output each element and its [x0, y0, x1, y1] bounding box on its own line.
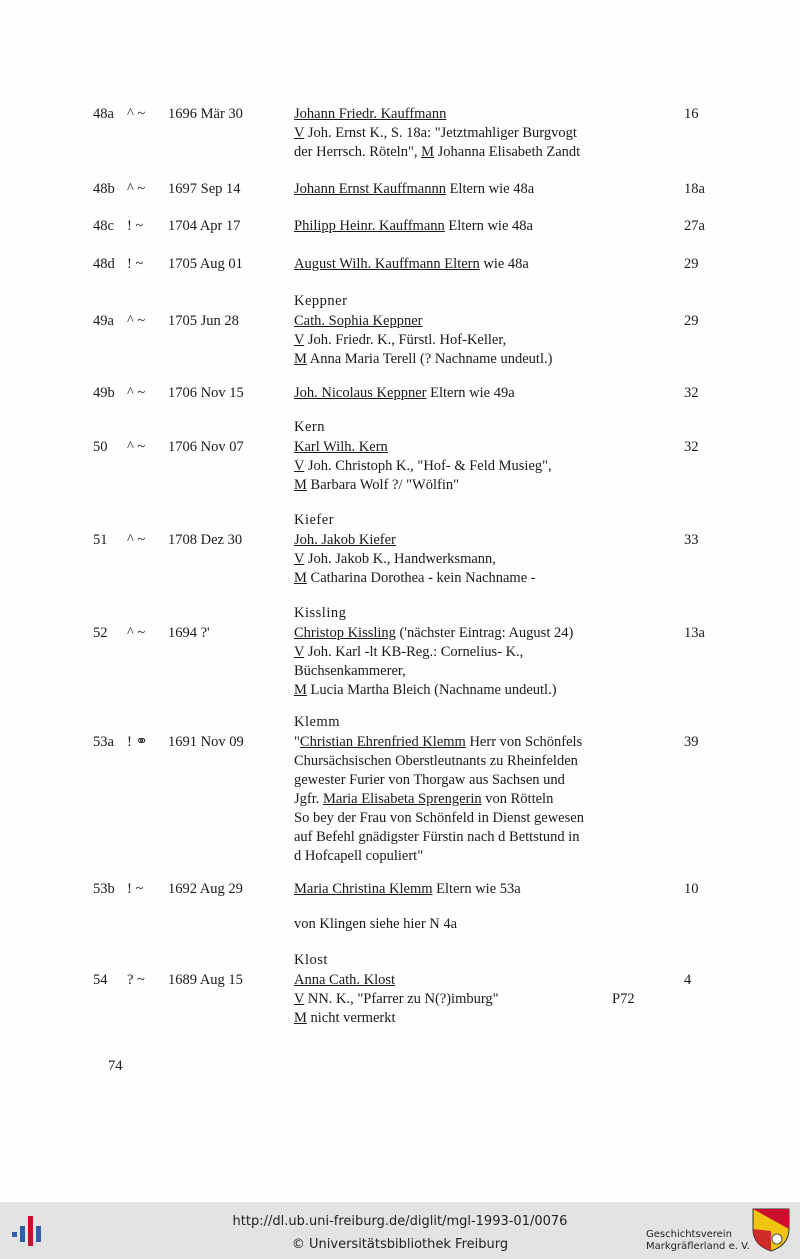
entry-line — [294, 105, 654, 124]
entry-number: 51 — [93, 532, 108, 548]
entry-line — [294, 733, 654, 752]
society-line-1: Geschichtsverein — [646, 1229, 732, 1240]
entry-line — [294, 752, 654, 771]
entry-line — [294, 569, 654, 588]
text-segment: Eltern wie 53a — [432, 881, 521, 897]
entry-symbol: ^ ~ — [127, 532, 146, 548]
entry-date: 1696 Mär 30 — [168, 106, 243, 122]
text-segment: Eltern wie 48a — [445, 181, 535, 197]
text-segment: d Hofcapell copuliert" — [294, 848, 424, 864]
surname-heading: Kiefer — [294, 512, 335, 528]
entry-date: 1705 Aug 01 — [168, 256, 243, 272]
register-page: 27a — [684, 218, 705, 234]
underlined-text: M — [294, 351, 307, 367]
text-segment: Joh. Jakob K., Handwerksmann, — [304, 551, 496, 567]
entry-date: 1697 Sep 14 — [168, 181, 241, 197]
underlined-text: M — [421, 144, 435, 160]
register-page: 29 — [684, 256, 699, 272]
underlined-text: M — [294, 682, 307, 698]
entry-text — [294, 217, 654, 236]
entry-date: 1704 Apr 17 — [168, 218, 241, 234]
entry-line — [294, 847, 654, 866]
underlined-text: Philipp Heinr. Kauffmann — [294, 218, 445, 234]
entry-symbol: ^ ~ — [127, 106, 146, 122]
text-segment: auf Befehl gnädigster Fürstin nach d Bettstund in — [294, 829, 580, 845]
entry-number: 48d — [93, 256, 115, 272]
entry-symbol: ^ ~ — [127, 313, 146, 329]
entry-symbol: ^ ~ — [127, 439, 146, 455]
underlined-text: Joh. Jakob Kiefer — [294, 532, 396, 548]
register-page: 4 — [684, 972, 692, 988]
entry-line — [294, 880, 654, 899]
entry-line — [294, 384, 654, 403]
text-segment: Lucia Martha Bleich (Nachname undeutl.) — [306, 682, 557, 698]
surname-heading: Klemm — [294, 714, 340, 730]
entry-line — [294, 771, 654, 790]
text-segment: Barbara Wolf ?/ "Wölfin" — [306, 477, 460, 493]
text-segment: Jgfr. — [294, 791, 323, 807]
underlined-text: V — [294, 332, 305, 348]
underlined-text: V — [294, 125, 305, 141]
register-page: 29 — [684, 313, 699, 329]
register-page: 18a — [684, 181, 705, 197]
entry-symbol: ! ~ — [127, 218, 144, 234]
entry-symbol: ? ~ — [127, 972, 145, 988]
entry-line — [294, 143, 654, 162]
register-page: 39 — [684, 734, 699, 750]
text-segment: So bey der Frau von Schönfeld in Dienst gewesen — [294, 810, 584, 826]
entry-number: 53b — [93, 881, 115, 897]
entry-line — [294, 990, 654, 1009]
entry-number: 54 — [93, 972, 108, 988]
entry-date: 1706 Nov 07 — [168, 439, 244, 455]
entry-symbol: ! ~ — [127, 256, 144, 272]
underlined-text: V — [294, 644, 305, 660]
entry-text — [294, 438, 654, 495]
entry-line — [294, 1009, 654, 1028]
entry-line — [294, 476, 654, 495]
underlined-text: Maria Christina Klemm — [294, 881, 433, 897]
register-page: 33 — [684, 532, 699, 548]
entry-line — [294, 124, 654, 143]
surname-heading: Klost — [294, 952, 328, 968]
surname-heading: Keppner — [294, 293, 348, 309]
text-segment: Herr von Schönfels — [465, 734, 583, 750]
text-segment: nicht vermerkt — [306, 1010, 396, 1026]
entry-text — [294, 312, 654, 369]
entry-line — [294, 255, 654, 274]
copyright-text: © Universitätsbibliothek Freiburg — [291, 1237, 509, 1252]
entry-line — [294, 662, 654, 681]
text-segment: Joh. Karl -lt KB-Reg.: Cornelius- K., — [304, 644, 524, 660]
text-segment: von Rötteln — [481, 791, 554, 807]
underlined-text: Christian Ehrenfried Klemm — [299, 734, 466, 750]
entry-date: 1708 Dez 30 — [168, 532, 243, 548]
register-page: 10 — [684, 881, 699, 897]
entry-symbol: ! ~ — [127, 881, 144, 897]
underlined-text: Johann Ernst Kauffmannn — [294, 181, 446, 197]
entry-number: 49b — [93, 385, 115, 401]
entry-line — [294, 971, 654, 990]
text-segment: Eltern wie 48a — [444, 218, 533, 234]
text-segment: gewester Furier von Thorgaw aus Sachsen und — [294, 772, 565, 788]
underlined-text: Joh. Nicolaus Keppner — [294, 385, 427, 401]
underlined-text: Karl Wilh. Kern — [294, 439, 388, 455]
surname-heading: Kissling — [294, 605, 347, 621]
entry-number: 50 — [93, 439, 108, 455]
text-segment: Johanna Elisabeth Zandt — [434, 144, 581, 160]
entry-symbol: ^ ~ — [127, 625, 146, 641]
entry-number: 52 — [93, 625, 108, 641]
entry-symbol: ! ⚭ — [127, 734, 148, 750]
underlined-text: V — [294, 458, 305, 474]
underlined-text: M — [294, 477, 307, 493]
underlined-text: Anna Cath. Klost — [294, 972, 396, 988]
register-page: 32 — [684, 439, 699, 455]
coat-of-arms-icon — [751, 1207, 791, 1253]
entry-date: 1706 Nov 15 — [168, 385, 244, 401]
underlined-text: V — [294, 991, 305, 1007]
entry-date: 1692 Aug 29 — [168, 881, 243, 897]
entry-text — [294, 971, 654, 1028]
entry-date: 1689 Aug 15 — [168, 972, 243, 988]
entry-date: 1694 ?' — [168, 625, 210, 641]
register-page: 16 — [684, 106, 699, 122]
source-url[interactable]: http://dl.ub.uni-freiburg.de/diglit/mgl-1993-01/0076 — [232, 1214, 568, 1229]
surname-heading: Kern — [294, 419, 325, 435]
entry-line — [294, 350, 654, 369]
viewer-footer — [0, 1202, 800, 1259]
underlined-text: Christop Kissling — [294, 625, 396, 641]
entry-number: 48c — [93, 218, 114, 234]
entry-line — [294, 312, 654, 331]
underlined-text: V — [294, 551, 305, 567]
entry-text — [294, 384, 654, 403]
entry-date: 1691 Nov 09 — [168, 734, 244, 750]
entry-text — [294, 624, 654, 700]
register-page: 32 — [684, 385, 699, 401]
text-segment: Anna Maria Terell (? Nachname undeutl.) — [306, 351, 553, 367]
text-segment: NN. K., "Pfarrer zu N(?)imburg" — [304, 991, 499, 1007]
entry-number: 48a — [93, 106, 114, 122]
text-segment: Joh. Friedr. K., Fürstl. Hof-Keller, — [304, 332, 507, 348]
entry-text — [294, 880, 654, 899]
margin-note: P72 — [612, 991, 635, 1007]
entry-line — [294, 331, 654, 350]
society-line-2: Markgräflerland e. V. — [646, 1241, 750, 1252]
entry-number: 48b — [93, 181, 115, 197]
text-segment: Chursächsischen Oberstleutnants zu Rheinfelden — [294, 753, 578, 769]
entry-line — [294, 790, 654, 809]
text-segment: Büchsenkammerer, — [294, 663, 406, 679]
text-segment: Joh. Christoph K., "Hof- & Feld Musieg", — [304, 458, 552, 474]
underlined-text: Maria Elisabeta Sprengerin — [323, 791, 482, 807]
entry-number: 49a — [93, 313, 114, 329]
text-segment: wie 48a — [479, 256, 529, 272]
society-name — [646, 1229, 750, 1253]
underlined-text: August Wilh. Kauffmann Eltern — [294, 256, 480, 272]
text-segment: der Herrsch. Röteln", — [294, 144, 422, 160]
entry-line — [294, 180, 654, 199]
entry-symbol: ^ ~ — [127, 385, 146, 401]
entry-line — [294, 643, 654, 662]
underlined-text: M — [294, 570, 307, 586]
entry-line — [294, 438, 654, 457]
text-segment: Joh. Ernst K., S. 18a: "Jetztmahliger Burgvogt — [304, 125, 577, 141]
entry-line — [294, 457, 654, 476]
text-segment: Catharina Dorothea - kein Nachname - — [306, 570, 536, 586]
entry-line — [294, 624, 654, 643]
entry-text — [294, 531, 654, 588]
entry-line — [294, 809, 654, 828]
underlined-text: Cath. Sophia Keppner — [294, 313, 423, 329]
entry-line — [294, 531, 654, 550]
entry-text — [294, 180, 654, 199]
text-segment: ('nächster Eintrag: August 24) — [395, 625, 574, 641]
entry-symbol: ^ ~ — [127, 181, 146, 197]
text-segment: Eltern wie 49a — [426, 385, 515, 401]
entry-line — [294, 217, 654, 236]
cross-reference: von Klingen siehe hier N 4a — [294, 916, 458, 932]
page-number: 74 — [108, 1058, 123, 1074]
underlined-text: M — [294, 1010, 307, 1026]
register-page: 13a — [684, 625, 705, 641]
entry-date: 1705 Jun 28 — [168, 313, 239, 329]
entry-line — [294, 681, 654, 700]
entry-text — [294, 105, 654, 162]
text-segment: " — [294, 734, 300, 750]
entry-line — [294, 550, 654, 569]
entry-text — [294, 733, 654, 866]
underlined-text: Johann Friedr. Kauffmann — [294, 106, 447, 122]
entry-line — [294, 828, 654, 847]
entry-text — [294, 255, 654, 274]
entry-number: 53a — [93, 734, 114, 750]
